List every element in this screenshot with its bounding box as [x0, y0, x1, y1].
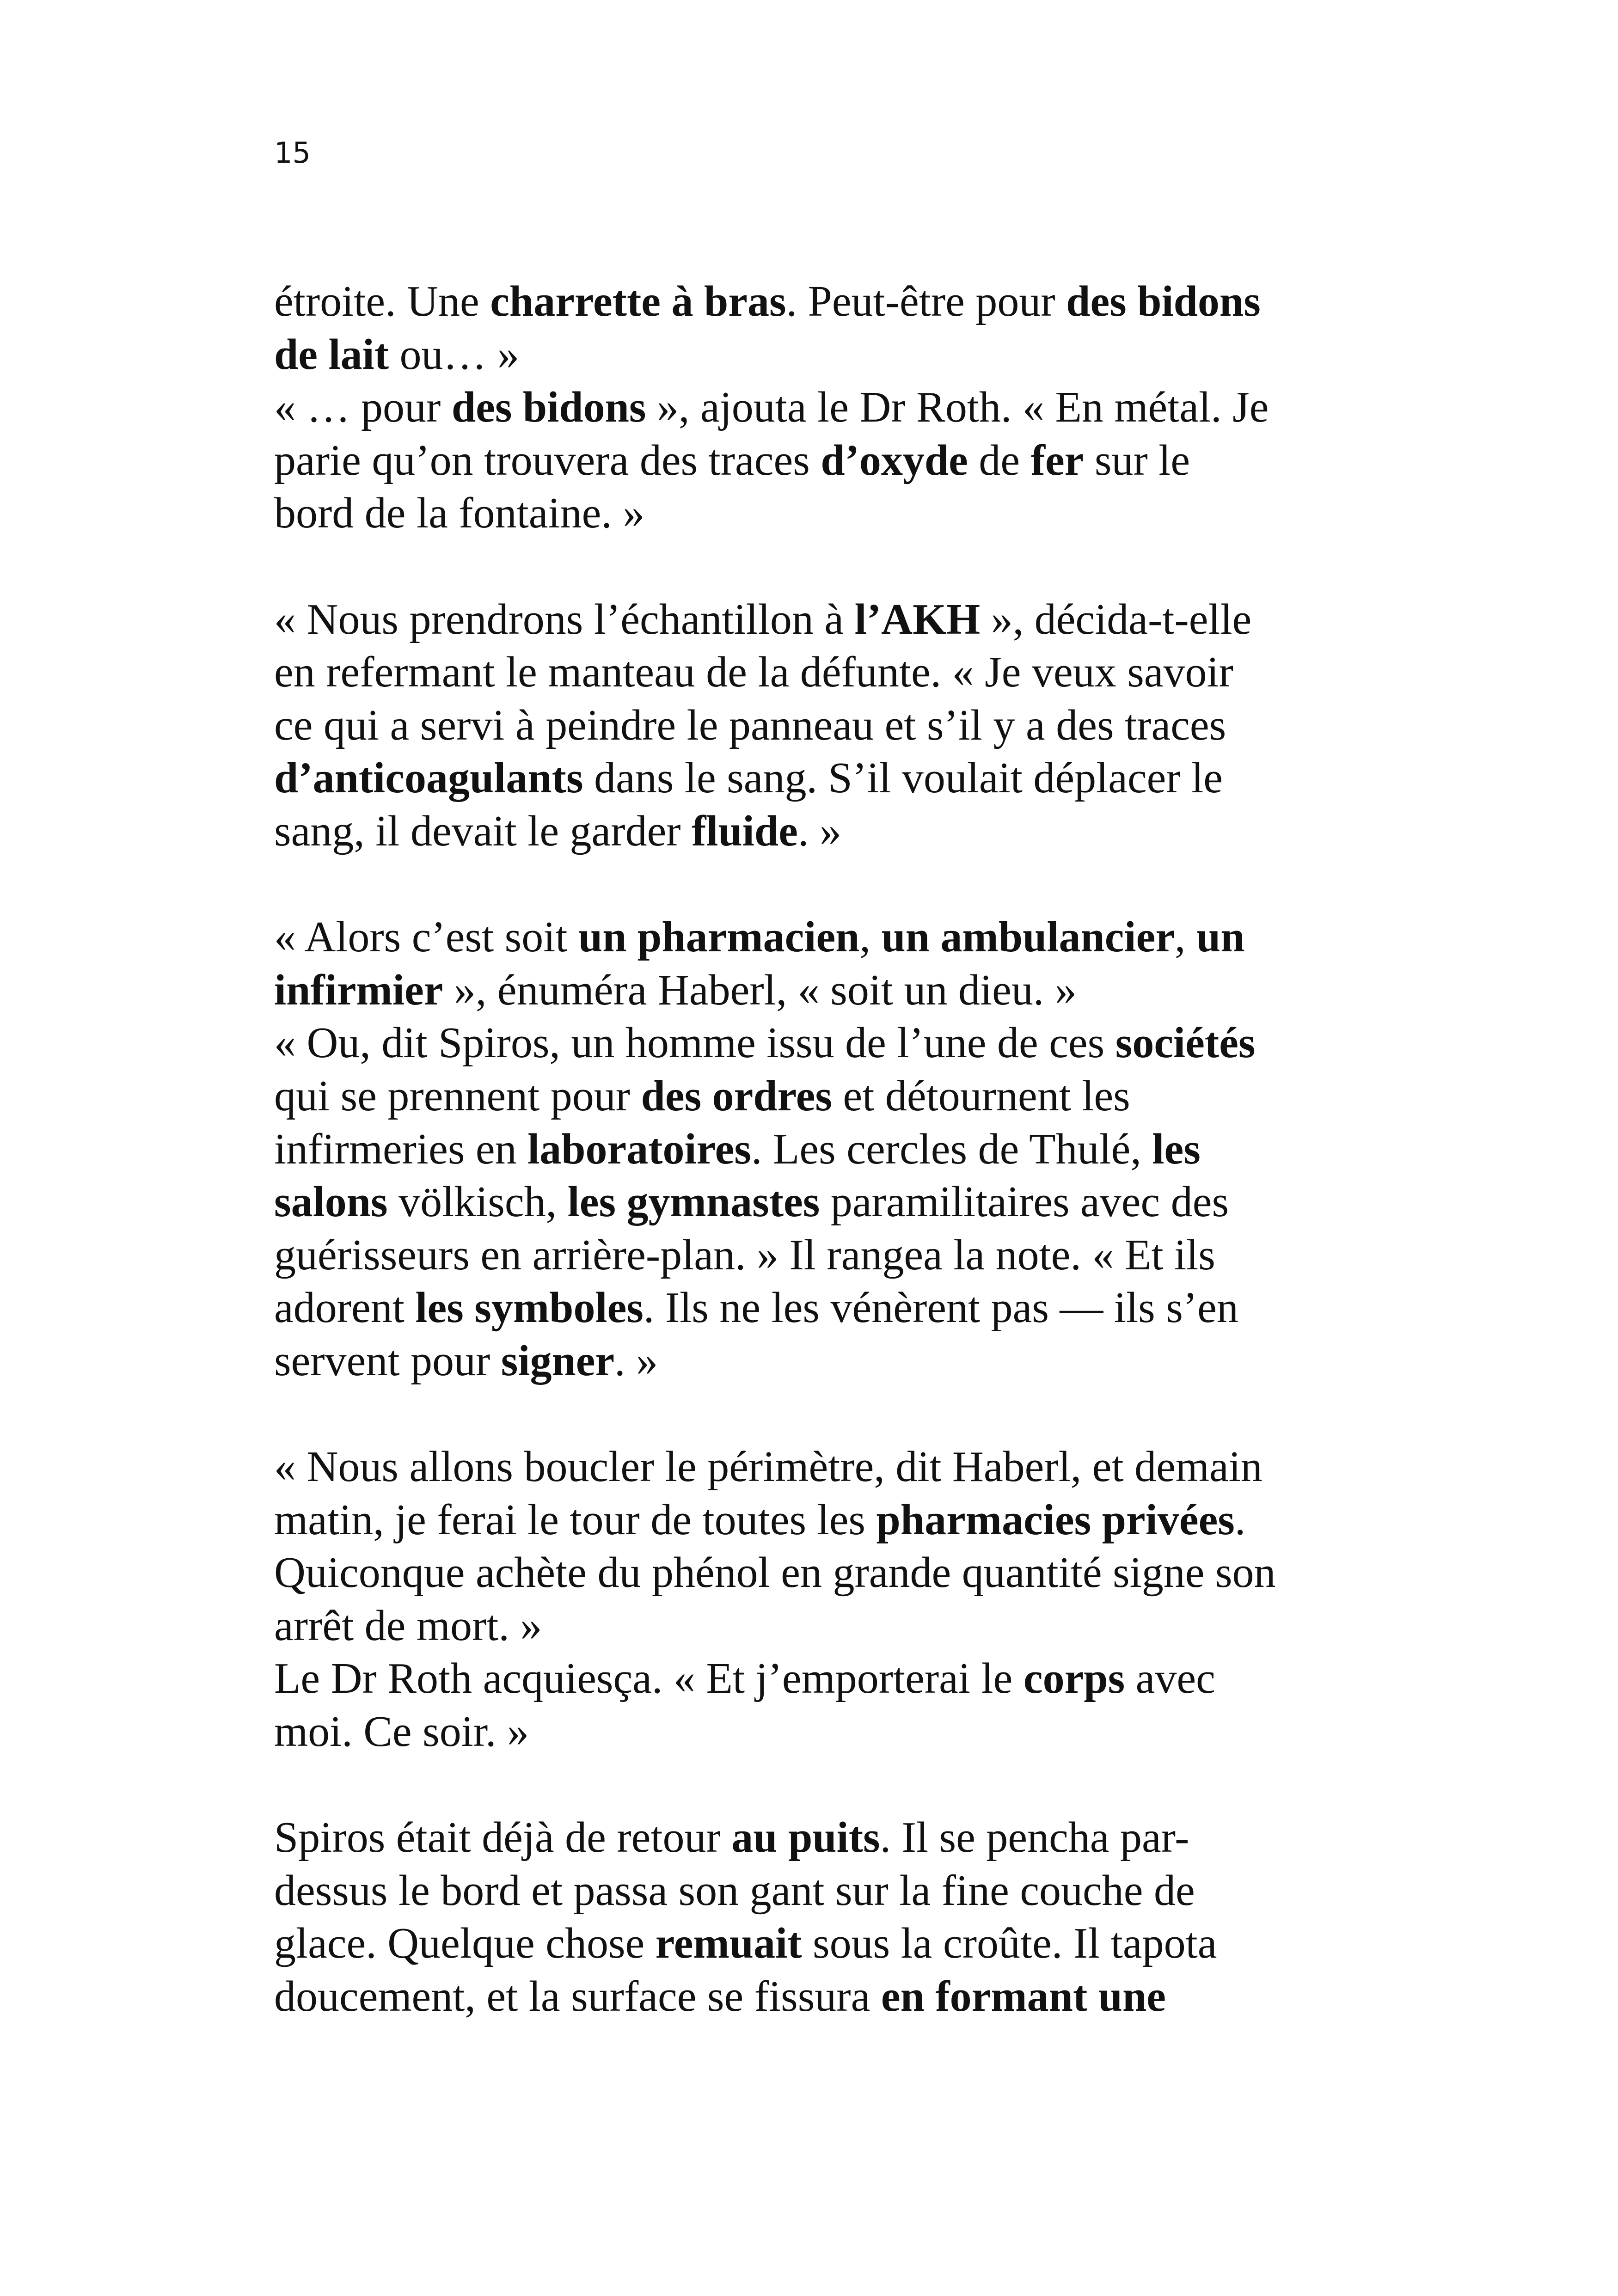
- text-line: [274, 964, 1370, 1017]
- text-run: « Nous allons boucler le périmètre, dit Haberl, et demain: [274, 1443, 1263, 1491]
- text-line: [274, 805, 1370, 858]
- text-run: », ajouta le Dr Roth. « En métal. Je: [646, 383, 1269, 432]
- paragraph: [274, 1811, 1370, 2023]
- bold-text: laboratoires: [527, 1125, 751, 1173]
- text-line: [274, 1281, 1370, 1335]
- text-run: doucement, et la surface se fissura: [274, 1972, 881, 2020]
- text-run: en refermant le manteau de la défunte. « Je veux savoir: [274, 648, 1233, 697]
- bold-text: un: [1196, 913, 1245, 961]
- text-run: Spiros était déjà de retour: [274, 1813, 732, 1862]
- text-run: völkisch,: [387, 1178, 568, 1226]
- text-run: guérisseurs en arrière-plan. » Il rangea la note. « Et ils: [274, 1231, 1215, 1279]
- bold-text: des bidons: [1066, 277, 1261, 325]
- text-run: adorent: [274, 1284, 416, 1332]
- text-run: parie qu’on trouvera des traces: [274, 436, 821, 484]
- text-line: [274, 1494, 1370, 1547]
- paragraph-gap: [274, 1387, 1370, 1440]
- text-line: [274, 1811, 1370, 1864]
- text-line: [274, 1176, 1370, 1229]
- text-run: servent pour: [274, 1336, 501, 1385]
- text-run: « Nous prendrons l’échantillon à: [274, 595, 855, 643]
- text-line: [274, 1970, 1370, 2023]
- text-run: « … pour: [274, 383, 452, 432]
- bold-text: d’oxyde: [821, 436, 968, 484]
- text-run: étroite. Une: [274, 277, 490, 325]
- paragraph: [274, 593, 1370, 858]
- bold-text: sociétés: [1115, 1019, 1256, 1067]
- text-run: . Il se pencha par-: [880, 1813, 1189, 1862]
- text-line: [274, 1229, 1370, 1282]
- bold-text: corps: [1023, 1654, 1125, 1703]
- text-run: « Alors c’est soit: [274, 913, 578, 961]
- text-line: [274, 487, 1370, 540]
- text-line: [274, 646, 1370, 699]
- paragraph-gap: [274, 858, 1370, 911]
- text-run: glace. Quelque chose: [274, 1919, 656, 1968]
- text-line: [274, 1546, 1370, 1599]
- text-run: », énuméra Haberl, « soit un dieu. »: [443, 966, 1077, 1014]
- text-line: [274, 911, 1370, 964]
- text-line: [274, 1016, 1370, 1070]
- bold-text: l’AKH: [854, 595, 981, 643]
- bold-text: les symboles: [415, 1284, 644, 1332]
- text-line: [274, 1705, 1370, 1758]
- text-run: sang, il devait le garder: [274, 807, 692, 855]
- bold-text: infirmier: [274, 966, 443, 1014]
- paragraph: [274, 1440, 1370, 1758]
- bold-text: salons: [274, 1178, 388, 1226]
- text-line: [274, 381, 1370, 434]
- document-body: [274, 275, 1370, 2023]
- text-line: [274, 434, 1370, 487]
- bold-text: un ambulancier: [881, 913, 1175, 961]
- text-run: . »: [614, 1336, 658, 1385]
- text-line: [274, 1652, 1370, 1705]
- text-line: [274, 328, 1370, 381]
- text-run: », décida-t-elle: [980, 595, 1252, 643]
- bold-text: fer: [1030, 436, 1084, 484]
- text-run: . Peut-être pour: [786, 277, 1066, 325]
- text-run: paramilitaires avec des: [820, 1178, 1229, 1226]
- text-run: .: [1234, 1495, 1246, 1544]
- text-line: [274, 1599, 1370, 1653]
- bold-text: charrette à bras: [490, 277, 786, 325]
- text-run: matin, je ferai le tour de toutes les: [274, 1495, 876, 1544]
- text-run: . »: [797, 807, 841, 855]
- text-run: de: [968, 436, 1031, 484]
- text-line: [274, 1917, 1370, 1970]
- bold-text: en formant une: [881, 1972, 1166, 2020]
- text-run: avec: [1125, 1654, 1215, 1703]
- bold-text: des bidons: [451, 383, 646, 432]
- text-run: qui se prennent pour: [274, 1071, 641, 1120]
- bold-text: de lait: [274, 330, 389, 379]
- text-run: ou… »: [389, 330, 520, 379]
- text-run: . Ils ne les vénèrent pas — ils s’en: [643, 1284, 1238, 1332]
- text-run: dans le sang. S’il voulait déplacer le: [583, 754, 1223, 802]
- text-line: [274, 1864, 1370, 1917]
- bold-text: au puits: [731, 1813, 880, 1862]
- text-line: [274, 1440, 1370, 1494]
- text-run: infirmeries en: [274, 1125, 528, 1173]
- text-line: [274, 1123, 1370, 1176]
- text-line: [274, 699, 1370, 752]
- text-run: arrêt de mort. »: [274, 1601, 542, 1650]
- text-run: moi. Ce soir. »: [274, 1708, 529, 1756]
- bold-text: pharmacies privées: [876, 1495, 1235, 1544]
- text-run: et détournent les: [832, 1071, 1130, 1120]
- bold-text: un pharmacien: [578, 913, 860, 961]
- text-run: ce qui a servi à peindre le panneau et s’il y a des traces: [274, 701, 1226, 749]
- text-line: [274, 1335, 1370, 1388]
- bold-text: d’anticoagulants: [274, 754, 583, 802]
- bold-text: fluide: [692, 807, 798, 855]
- text-run: . Les cercles de Thulé,: [751, 1125, 1152, 1173]
- text-line: [274, 275, 1370, 328]
- bold-text: des ordres: [641, 1071, 833, 1120]
- text-run: Quiconque achète du phénol en grande quantité signe son: [274, 1549, 1276, 1597]
- bold-text: signer: [501, 1336, 615, 1385]
- paragraph-gap: [274, 540, 1370, 593]
- paragraph: [274, 275, 1370, 540]
- text-run: dessus le bord et passa son gant sur la fine couche de: [274, 1866, 1195, 1915]
- text-run: sous la croûte. Il tapota: [802, 1919, 1217, 1968]
- paragraph-gap: [274, 1758, 1370, 1812]
- bold-text: les: [1152, 1125, 1201, 1173]
- text-run: bord de la fontaine. »: [274, 489, 645, 538]
- text-line: [274, 752, 1370, 805]
- text-run: ,: [859, 913, 882, 961]
- text-line: [274, 1070, 1370, 1123]
- text-line: [274, 593, 1370, 646]
- bold-text: les gymnastes: [567, 1178, 820, 1226]
- text-run: ,: [1175, 913, 1197, 961]
- page-number: 15: [274, 136, 311, 170]
- text-run: « Ou, dit Spiros, un homme issu de l’une de ces: [274, 1019, 1115, 1067]
- bold-text: remuait: [655, 1919, 802, 1968]
- paragraph: [274, 911, 1370, 1387]
- text-run: Le Dr Roth acquiesça. « Et j’emporterai le: [274, 1654, 1024, 1703]
- text-run: sur le: [1084, 436, 1190, 484]
